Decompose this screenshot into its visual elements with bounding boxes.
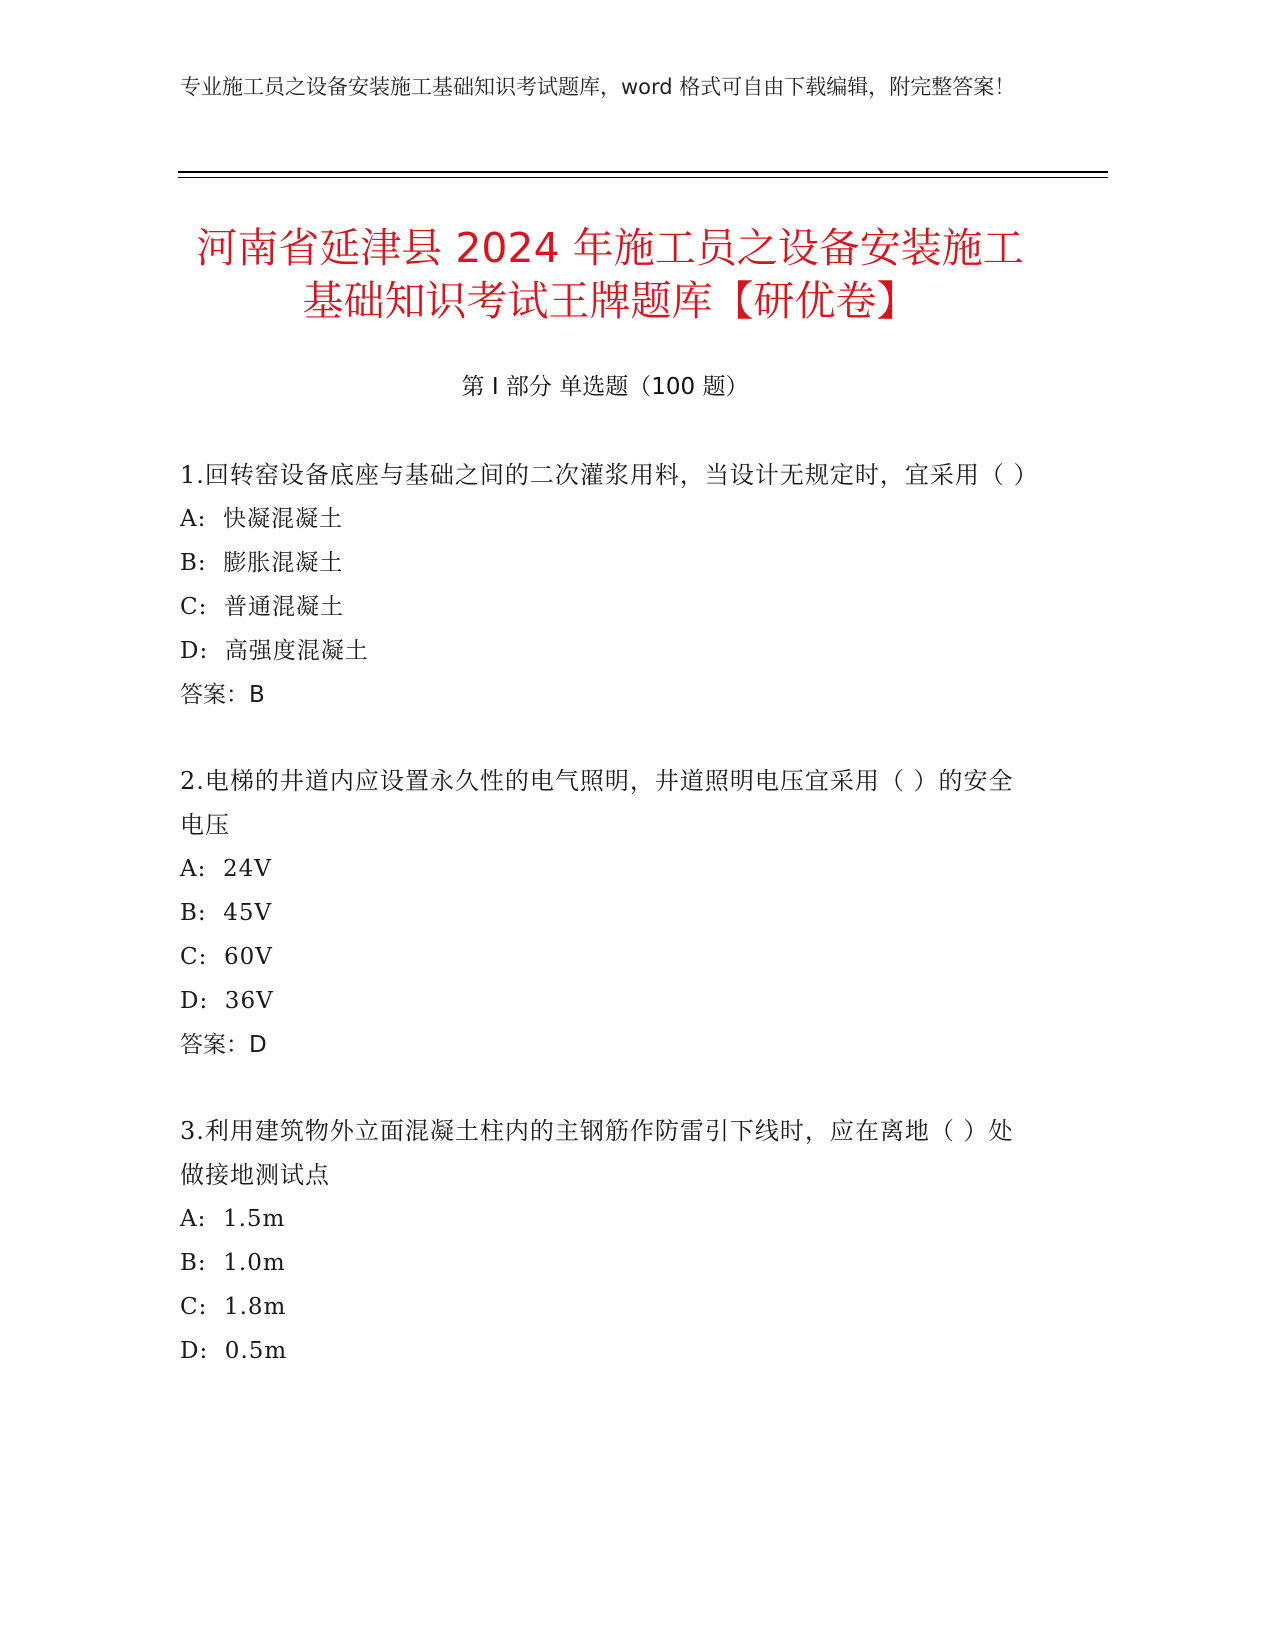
title-line-2: 基础知识考试王牌题库【研优卷】 [302,277,918,325]
option-c: C: 60V [180,944,273,970]
option-a: A: 24V [180,856,272,882]
question-stem: 3.利用建筑物外立面混凝土柱内的主钢筋作防雷引下线时，应在离地（ ）处做接地测试点 [180,1117,1014,1189]
option-d: D: 36V [180,988,274,1014]
question-list [180,453,1039,1415]
document-title [150,222,1070,328]
header-rule-thin [178,177,1108,178]
header-note: 专业施工员之设备安装施工基础知识考试题库，word 格式可自由下载编辑，附完整答案！ [180,75,1016,99]
option-b: B: 1.0m [180,1250,286,1276]
answer: 答案：B [180,682,265,708]
option-a: A: 1.5m [180,1206,286,1232]
question-2 [180,759,1030,1067]
option-b: B: 45V [180,900,273,926]
title-line-1: 河南省延津县 2024 年施工员之设备安装施工 [196,224,1024,272]
question-1 [180,453,1039,717]
header-rule-thick [178,171,1108,173]
question-3 [180,1109,1030,1373]
answer: 答案：D [180,1032,267,1058]
option-d: D: 0.5m [180,1338,288,1364]
option-c: C: 普通混凝土 [180,594,344,620]
option-a: A: 快凝混凝土 [180,506,343,532]
question-stem: 2.电梯的井道内应设置永久性的电气照明，井道照明电压宜采用（ ）的安全电压 [180,767,1014,839]
question-stem: 1.回转窑设备底座与基础之间的二次灌浆用料，当设计无规定时，宜采用（ ） [180,461,1039,489]
option-c: C: 1.8m [180,1294,287,1320]
option-d: D: 高强度混凝土 [180,638,369,664]
section-title: 第 I 部分 单选题（100 题） [461,374,749,400]
option-b: B: 膨胀混凝土 [180,550,344,576]
